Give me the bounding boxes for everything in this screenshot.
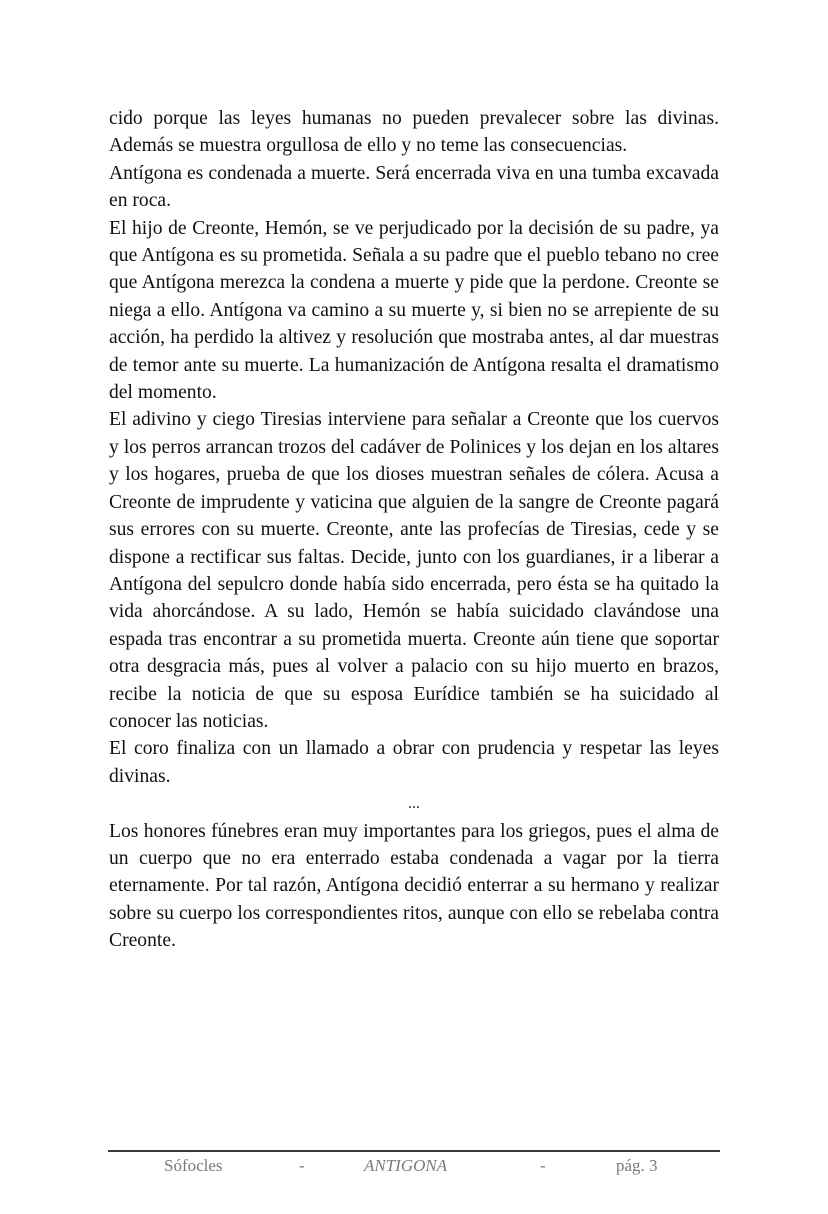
footer-title: ANTIGONA: [364, 1156, 448, 1175]
paragraph-tiresias: El adivino y ciego Tiresias interviene para señalar a Creonte que los cuervos y los perros arrancan trozos del cadáver de Polinices y los dejan en los altares y los hogares, prueba de que los dioses muestran señales de cólera. Acusa a Creonte de imprudente y vaticina que alguien de la sangre de Creonte pagará sus errores con su muerte. Creonte, ante las profecías de Tiresias, cede y se dispone a rectificar sus faltas. Decide, junto con los guardianes, ir a liberar a Antígona del sepulcro donde había sido encerrada, pero ésta se ha quitado la vida ahorcándose. A su lado, Hemón se había suicidado clavándose una espada tras encontrar a su prometida muerta. Creonte aún tiene que soportar otra desgracia más, pues al volver a palacio con su hijo muerto en brazos, recibe la noticia de que su esposa Eurídice también se ha suicidado al conocer las noticias.: [109, 409, 719, 732]
paragraph-condena: Antígona es condenada a muerte. Será encerrada viva en una tumba excavada en roca.: [109, 162, 719, 212]
footer-page-number: pág. 3: [616, 1156, 658, 1175]
footer-author: Sófocles: [164, 1156, 223, 1175]
section-separator: ...: [408, 795, 420, 813]
footer-dash: -: [540, 1156, 546, 1175]
paragraph-leyes: cido porque las leyes humanas no pueden prevalecer sobre las divinas. Además se muestra orgullosa de ello y no teme las consecuencias.: [109, 108, 719, 157]
paragraph-coro: El coro finaliza con un llamado a obrar con prudencia y respetar las leyes divinas.: [109, 738, 719, 787]
footer-row: [108, 1152, 720, 1180]
paragraph-hemon: El hijo de Creonte, Hemón, se ve perjudicado por la decisión de su padre, ya que Antígona es su prometida. Señala a su padre que el pueblo tebano no cree que Antígona merezca la condena a muerte y pide que la perdone. Creonte se niega a ello. Antígona va camino a su muerte y, si bien no se arrepiente de su acción, ha perdido la altivez y resolución que mostraba antes, al dar muestras de temor ante su muerte. La humanización de Antígona resalta el dramatismo del momento.: [109, 217, 719, 404]
page-body: [109, 105, 719, 955]
page-footer: [108, 1150, 720, 1180]
paragraph-honores: Los honores fúnebres eran muy importantes para los griegos, pues el alma de un cuerpo que no era enterrado estaba condenada a vagar por la tierra eternamente. Por tal razón, Antígona decidió enterrar a su hermano y realizar sobre su cuerpo los correspondientes ritos, aunque con ello se rebelaba contra Creonte.: [109, 820, 719, 952]
footer-dash: -: [299, 1156, 305, 1175]
